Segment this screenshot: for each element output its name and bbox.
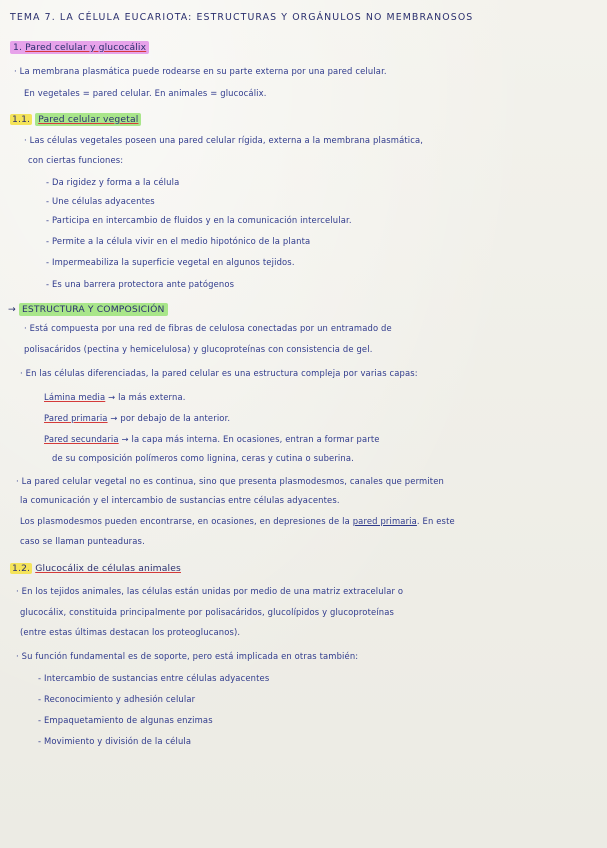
capa-continuation: de su composición polímeros como lignina, ceras y cutina o suberina. [52,453,354,463]
capa-item [44,392,186,403]
section-1-1-intro-1: · Las células vegetales poseen una pared celular rígida, externa a la membrana plasmática, [24,135,424,145]
estructura-title: ESTRUCTURA Y COMPOSICIÓN [19,303,168,316]
glucocalix-item: - Empaquetamiento de algunas enzimas [38,715,213,725]
section-1-line-2: En vegetales = pared celular. En animales = glucocálix. [24,88,267,98]
glucocalix-item: - Intercambio de sustancias entre células adyacentes [38,673,270,683]
function-item: - Permite a la célula vivir en el medio hipotónico de la planta [46,236,311,246]
estructura-line-1: · Está compuesta por una red de fibras de celulosa conectadas por un entramado de [24,323,392,333]
function-item: - Impermeabiliza la superficie vegetal en algunos tejidos. [46,257,295,267]
section-1-title: Pared celular y glucocálix [25,42,147,53]
section-1-2-line-4: · Su función fundamental es de soporte, pero está implicada en otras también: [16,651,359,661]
plasmodesmos-line-3 [20,516,455,527]
section-1-1-heading [10,114,141,125]
plasmodesmos-line-4: caso se llaman punteaduras. [20,536,145,546]
section-1-2-line-1: · En los tejidos animales, las células están unidas por medio de una matriz extracelular o [16,586,404,596]
section-1-1-number: 1.1. [12,114,31,125]
section-1-2-line-2: glucocálix, constituida principalmente por polisacáridos, glucolípidos y glucoproteínas [20,607,395,617]
capa-name: Pared secundaria [44,434,119,444]
capa-name: Lámina media [44,392,106,402]
capa-text: → la capa más interna. En ocasiones, entran a formar parte [118,434,380,444]
section-1-2-title: Glucocálix de células animales [35,563,181,574]
section-1-number: 1. [13,42,23,53]
section-1-2-line-3: (entre estas últimas destacan los proteoglucanos). [20,627,241,637]
estructura-line-2: polisacáridos (pectina y hemicelulosa) y glucoproteínas con consistencia de gel. [24,344,373,354]
capa-text: → la más externa. [105,392,186,402]
arrow-icon: → [8,304,16,315]
section-1-2-number: 1.2. [12,563,31,574]
plasmodesmos-line-3a: Los plasmodesmos pueden encontrarse, en ocasiones, en depresiones de la [20,516,353,526]
plasmodesmos-line-1: · La pared celular vegetal no es continua, sino que presenta plasmodesmos, canales que permiten [16,476,444,486]
capa-text: → por debajo de la anterior. [107,413,231,423]
plasmodesmos-line-2: la comunicación y el intercambio de sustancias entre células adyacentes. [20,495,340,505]
glucocalix-item: - Movimiento y división de la célula [38,736,192,746]
capa-item [44,413,230,424]
plasmodesmos-line-3c: . En este [416,516,455,526]
section-1-1-intro-2: con ciertas funciones: [28,155,124,165]
capa-item [44,434,380,445]
capa-name: Pared primaria [44,413,108,423]
glucocalix-item: - Reconocimiento y adhesión celular [38,694,196,704]
section-1-highlight [10,41,149,54]
page-title: TEMA 7. LA CÉLULA EUCARIOTA: ESTRUCTURAS Y ORGÁNULOS NO MEMBRANOSOS [10,12,474,23]
function-item: - Es una barrera protectora ante patógenos [46,279,235,289]
estructura-heading [8,304,168,315]
section-1-2-heading [10,563,181,574]
pared-primaria-term: pared primaria [352,516,417,526]
section-1-line-1: · La membrana plasmática puede rodearse en su parte externa por una pared celular. [14,66,387,76]
section-1-1-title: Pared celular vegetal [35,113,141,126]
section-1-heading [10,42,149,53]
estructura-line-3: · En las células diferenciadas, la pared celular es una estructura compleja por varias capas: [20,368,418,378]
function-item: - Da rigidez y forma a la célula [46,177,180,187]
function-item: - Une células adyacentes [46,196,155,206]
function-item: - Participa en intercambio de fluidos y en la comunicación intercelular. [46,215,352,225]
